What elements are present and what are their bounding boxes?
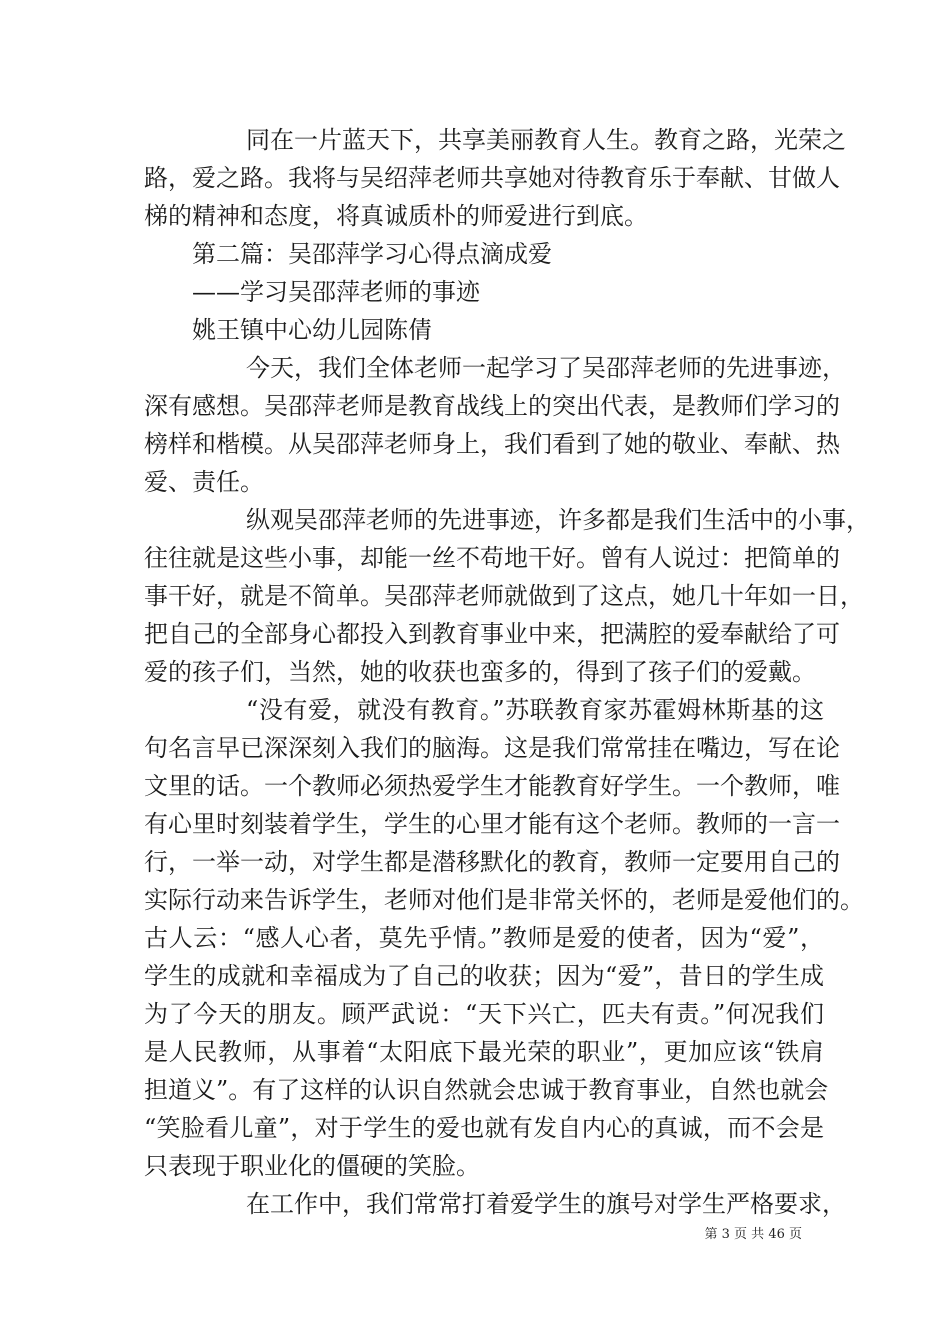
author-line: 姚王镇中心幼儿园陈倩 — [192, 316, 432, 344]
text-line: 深有感想。吴邵萍老师是教育战线上的突出代表，是教师们学习的 — [144, 392, 840, 420]
text-line: 文里的话。一个教师必须热爱学生才能教育好学生。一个教师，唯 — [144, 772, 840, 800]
text-line: 榜样和楷模。从吴邵萍老师身上，我们看到了她的敬业、奉献、热 — [144, 430, 840, 458]
text-line: 为了今天的朋友。顾严武说：“天下兴亡，匹夫有责。”何况我们 — [144, 1000, 824, 1028]
text-line: 担道义”。有了这样的认识自然就会忠诚于教育事业，自然也就会 — [144, 1076, 829, 1104]
text-line: 路，爱之路。我将与吴绍萍老师共享她对待教育乐于奉献、甘做人 — [144, 164, 840, 192]
section-subtitle: ——学习吴邵萍老师的事迹 — [192, 278, 480, 306]
text-line: 句名言早已深深刻入我们的脑海。这是我们常常挂在嘴边，写在论 — [144, 734, 840, 762]
text-line: 事干好，就是不简单。吴邵萍老师就做到了这点，她几十年如一日， — [144, 582, 864, 610]
text-line: 是人民教师，从事着“太阳底下最光荣的职业”，更加应该“铁肩 — [144, 1038, 824, 1066]
text-line: 今天，我们全体老师一起学习了吴邵萍老师的先进事迹， — [246, 354, 846, 382]
text-line: 古人云：“感人心者，莫先乎情。”教师是爱的使者，因为“爱”， — [144, 924, 824, 952]
text-line: 同在一片蓝天下，共享美丽教育人生。教育之路，光荣之 — [246, 126, 846, 154]
text-line: 实际行动来告诉学生，老师对他们是非常关怀的，老师是爱他们的。 — [144, 886, 864, 914]
text-line: 有心里时刻装着学生，学生的心里才能有这个老师。教师的一言一 — [144, 810, 840, 838]
text-line: “没有爱，就没有教育。”苏联教育家苏霍姆林斯基的这 — [246, 696, 824, 724]
text-line: 只表现于职业化的僵硬的笑脸。 — [144, 1152, 480, 1180]
text-line: 学生的成就和幸福成为了自己的收获；因为“爱”，昔日的学生成 — [144, 962, 824, 990]
text-line: 爱、责任。 — [144, 468, 264, 496]
text-line: 在工作中，我们常常打着爱学生的旗号对学生严格要求， — [246, 1190, 846, 1218]
text-line: 往往就是这些小事，却能一丝不苟地干好。曾有人说过：把简单的 — [144, 544, 840, 572]
page-number: 第 3 页 共 46 页 — [704, 1227, 802, 1242]
section-title: 第二篇：吴邵萍学习心得点滴成爱 — [192, 240, 552, 268]
text-line: 梯的精神和态度，将真诚质朴的师爱进行到底。 — [144, 202, 648, 230]
text-line: 行，一举一动，对学生都是潜移默化的教育，教师一定要用自己的 — [144, 848, 840, 876]
text-line: 爱的孩子们，当然，她的收获也蛮多的，得到了孩子们的爱戴。 — [144, 658, 816, 686]
text-line: “笑脸看儿童”，对于学生的爱也就有发自内心的真诚，而不会是 — [144, 1114, 824, 1142]
text-line: 把自己的全部身心都投入到教育事业中来，把满腔的爱奉献给了可 — [144, 620, 840, 648]
text-line: 纵观吴邵萍老师的先进事迹，许多都是我们生活中的小事， — [246, 506, 870, 534]
